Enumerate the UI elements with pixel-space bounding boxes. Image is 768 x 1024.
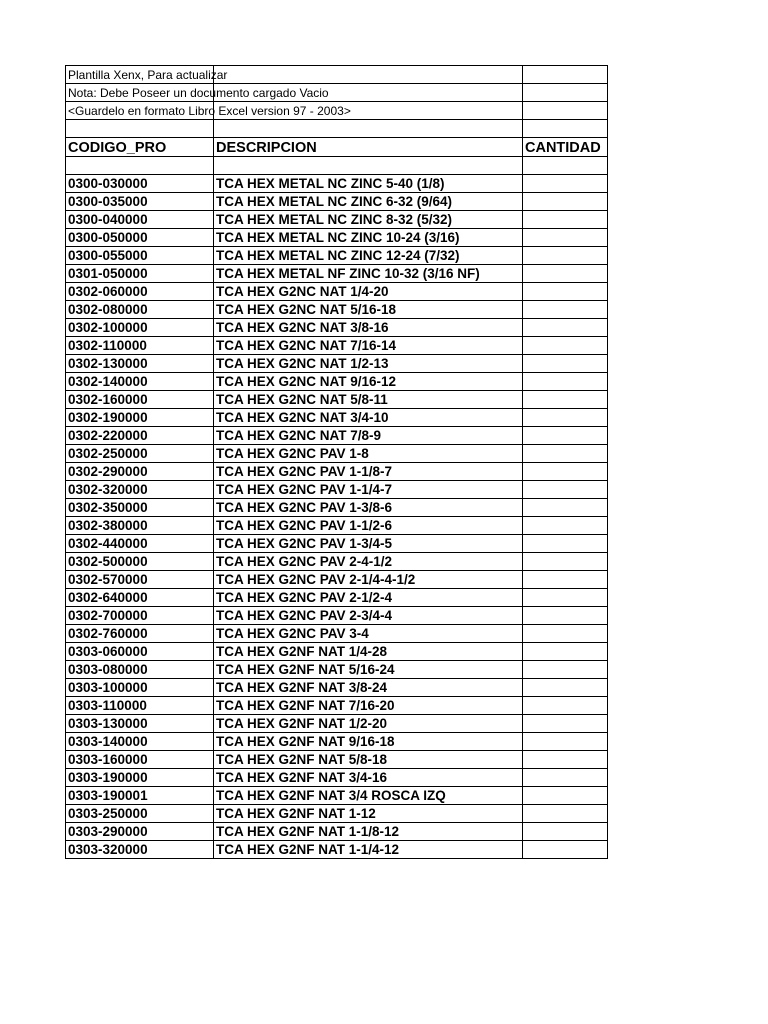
note-row bbox=[66, 84, 608, 102]
cell-descripcion[interactable]: TCA HEX G2NC NAT 1/2-13 bbox=[214, 355, 523, 373]
cell-descripcion[interactable]: TCA HEX G2NC NAT 7/8-9 bbox=[214, 427, 523, 445]
table-row bbox=[66, 697, 608, 715]
cell-codigo[interactable]: 0302-060000 bbox=[66, 283, 214, 301]
cell-cantidad[interactable] bbox=[523, 787, 608, 805]
cell-descripcion[interactable]: TCA HEX G2NC NAT 5/16-18 bbox=[214, 301, 523, 319]
cell-descripcion[interactable]: TCA HEX G2NC PAV 1-8 bbox=[214, 445, 523, 463]
cell-cantidad[interactable] bbox=[523, 391, 608, 409]
table-row bbox=[66, 283, 608, 301]
cell-codigo[interactable]: 0303-100000 bbox=[66, 679, 214, 697]
cell-cantidad[interactable] bbox=[523, 319, 608, 337]
empty-cell[interactable] bbox=[66, 157, 214, 175]
table-row bbox=[66, 265, 608, 283]
cell-cantidad[interactable] bbox=[523, 301, 608, 319]
cell-cantidad[interactable] bbox=[523, 715, 608, 733]
table-row bbox=[66, 337, 608, 355]
cell-cantidad[interactable] bbox=[523, 373, 608, 391]
cell-descripcion[interactable]: TCA HEX G2NF NAT 7/16-20 bbox=[214, 697, 523, 715]
cell-cantidad[interactable] bbox=[523, 769, 608, 787]
table-row bbox=[66, 679, 608, 697]
table-row bbox=[66, 229, 608, 247]
cell-codigo[interactable]: 0301-050000 bbox=[66, 265, 214, 283]
cell-codigo[interactable]: 0303-320000 bbox=[66, 841, 214, 859]
cell-cantidad[interactable] bbox=[523, 445, 608, 463]
cell-descripcion[interactable]: TCA HEX G2NF NAT 5/16-24 bbox=[214, 661, 523, 679]
note-cell[interactable] bbox=[66, 102, 351, 120]
cell-codigo[interactable]: 0303-110000 bbox=[66, 697, 214, 715]
cell-cantidad[interactable] bbox=[523, 643, 608, 661]
blank-row bbox=[66, 157, 608, 175]
cell-cantidad[interactable] bbox=[523, 823, 608, 841]
cell-cantidad[interactable] bbox=[523, 193, 608, 211]
cell-cantidad[interactable] bbox=[523, 283, 608, 301]
cell-descripcion[interactable]: TCA HEX G2NF NAT 3/4-16 bbox=[214, 769, 523, 787]
cell-codigo[interactable]: 0302-500000 bbox=[66, 553, 214, 571]
cell-codigo[interactable]: 0303-250000 bbox=[66, 805, 214, 823]
cell-codigo[interactable]: 0302-110000 bbox=[66, 337, 214, 355]
cell-descripcion[interactable]: TCA HEX G2NF NAT 3/8-24 bbox=[214, 679, 523, 697]
cell-cantidad[interactable] bbox=[523, 409, 608, 427]
table-row bbox=[66, 445, 608, 463]
cell-descripcion[interactable]: TCA HEX G2NC PAV 1-1/2-6 bbox=[214, 517, 523, 535]
table-row bbox=[66, 535, 608, 553]
note-cell[interactable] bbox=[66, 84, 329, 102]
cell-cantidad[interactable] bbox=[523, 751, 608, 769]
cell-codigo[interactable]: 0300-055000 bbox=[66, 247, 214, 265]
product-table bbox=[65, 65, 608, 859]
cell-codigo[interactable]: 0302-380000 bbox=[66, 517, 214, 535]
table-row bbox=[66, 751, 608, 769]
cell-codigo[interactable]: 0303-190000 bbox=[66, 769, 214, 787]
table-row bbox=[66, 247, 608, 265]
cell-cantidad[interactable] bbox=[523, 355, 608, 373]
cell-descripcion[interactable]: TCA HEX G2NF NAT 3/4 ROSCA IZQ bbox=[214, 787, 523, 805]
cell-cantidad[interactable] bbox=[523, 175, 608, 193]
table-row bbox=[66, 787, 608, 805]
table-row bbox=[66, 301, 608, 319]
table-row bbox=[66, 733, 608, 751]
table-row bbox=[66, 625, 608, 643]
cell-codigo[interactable]: 0300-035000 bbox=[66, 193, 214, 211]
cell-descripcion[interactable]: TCA HEX METAL NC ZINC 10-24 (3/16) bbox=[214, 229, 523, 247]
cell-descripcion[interactable]: TCA HEX G2NC PAV 2-1/2-4 bbox=[214, 589, 523, 607]
cell-cantidad[interactable] bbox=[523, 229, 608, 247]
cell-descripcion[interactable]: TCA HEX G2NC PAV 2-3/4-4 bbox=[214, 607, 523, 625]
empty-cell[interactable] bbox=[214, 120, 523, 138]
table-row bbox=[66, 499, 608, 517]
cell-cantidad[interactable] bbox=[523, 553, 608, 571]
empty-cell[interactable] bbox=[523, 84, 608, 102]
cell-cantidad[interactable] bbox=[523, 679, 608, 697]
cell-codigo[interactable]: 0303-290000 bbox=[66, 823, 214, 841]
table-row bbox=[66, 769, 608, 787]
cell-descripcion[interactable]: TCA HEX METAL NF ZINC 10-32 (3/16 NF) bbox=[214, 265, 523, 283]
cell-descripcion[interactable]: TCA HEX G2NC PAV 3-4 bbox=[214, 625, 523, 643]
cell-cantidad[interactable] bbox=[523, 697, 608, 715]
cell-descripcion[interactable]: TCA HEX G2NF NAT 1-1/4-12 bbox=[214, 841, 523, 859]
table-row bbox=[66, 607, 608, 625]
cell-codigo[interactable]: 0302-290000 bbox=[66, 463, 214, 481]
cell-codigo[interactable]: 0303-080000 bbox=[66, 661, 214, 679]
cell-cantidad[interactable] bbox=[523, 427, 608, 445]
cell-descripcion[interactable]: TCA HEX G2NC PAV 1-3/8-6 bbox=[214, 499, 523, 517]
cell-descripcion[interactable]: TCA HEX G2NC PAV 1-3/4-5 bbox=[214, 535, 523, 553]
cell-cantidad[interactable] bbox=[523, 571, 608, 589]
cell-codigo[interactable]: 0302-220000 bbox=[66, 427, 214, 445]
cell-descripcion[interactable]: TCA HEX G2NF NAT 5/8-18 bbox=[214, 751, 523, 769]
empty-cell[interactable] bbox=[523, 66, 608, 84]
cell-cantidad[interactable] bbox=[523, 517, 608, 535]
cell-cantidad[interactable] bbox=[523, 841, 608, 859]
table-row bbox=[66, 391, 608, 409]
cell-descripcion[interactable]: TCA HEX G2NC NAT 5/8-11 bbox=[214, 391, 523, 409]
table-row bbox=[66, 211, 608, 229]
cell-descripcion[interactable]: TCA HEX METAL NC ZINC 6-32 (9/64) bbox=[214, 193, 523, 211]
table-row bbox=[66, 715, 608, 733]
note-requirement: Nota: Debe Poseer un documento cargado Vacio bbox=[68, 86, 329, 100]
table-row bbox=[66, 175, 608, 193]
cell-descripcion[interactable]: TCA HEX G2NC NAT 9/16-12 bbox=[214, 373, 523, 391]
note-row bbox=[66, 102, 608, 120]
cell-codigo[interactable]: 0303-140000 bbox=[66, 733, 214, 751]
cell-cantidad[interactable] bbox=[523, 247, 608, 265]
cell-codigo[interactable]: 0302-080000 bbox=[66, 301, 214, 319]
cell-codigo[interactable]: 0302-160000 bbox=[66, 391, 214, 409]
cell-codigo[interactable]: 0302-130000 bbox=[66, 355, 214, 373]
table-row bbox=[66, 661, 608, 679]
column-header-descripcion[interactable]: DESCRIPCION bbox=[214, 138, 523, 157]
table-row bbox=[66, 355, 608, 373]
note-row bbox=[66, 66, 608, 84]
column-header-codigo[interactable]: CODIGO_PRO bbox=[66, 138, 214, 157]
table-row bbox=[66, 427, 608, 445]
header-row bbox=[66, 138, 608, 157]
cell-cantidad[interactable] bbox=[523, 265, 608, 283]
table-row bbox=[66, 373, 608, 391]
cell-cantidad[interactable] bbox=[523, 625, 608, 643]
cell-cantidad[interactable] bbox=[523, 661, 608, 679]
cell-cantidad[interactable] bbox=[523, 733, 608, 751]
empty-cell[interactable] bbox=[214, 157, 523, 175]
cell-codigo[interactable]: 0303-130000 bbox=[66, 715, 214, 733]
cell-codigo[interactable]: 0300-030000 bbox=[66, 175, 214, 193]
cell-codigo[interactable]: 0300-040000 bbox=[66, 211, 214, 229]
cell-descripcion[interactable]: TCA HEX G2NC NAT 3/8-16 bbox=[214, 319, 523, 337]
cell-descripcion[interactable]: TCA HEX G2NC NAT 3/4-10 bbox=[214, 409, 523, 427]
table-row bbox=[66, 841, 608, 859]
cell-descripcion[interactable]: TCA HEX G2NC NAT 1/4-20 bbox=[214, 283, 523, 301]
product-table-body bbox=[66, 66, 608, 859]
blank-row bbox=[66, 120, 608, 138]
table-row bbox=[66, 571, 608, 589]
cell-codigo[interactable]: 0303-160000 bbox=[66, 751, 214, 769]
empty-cell[interactable] bbox=[523, 157, 608, 175]
note-cell[interactable] bbox=[66, 66, 228, 84]
cell-codigo[interactable]: 0302-440000 bbox=[66, 535, 214, 553]
cell-descripcion[interactable]: TCA HEX G2NC PAV 1-1/8-7 bbox=[214, 463, 523, 481]
cell-descripcion[interactable]: TCA HEX METAL NC ZINC 12-24 (7/32) bbox=[214, 247, 523, 265]
cell-descripcion[interactable]: TCA HEX G2NC PAV 2-4-1/2 bbox=[214, 553, 523, 571]
table-row bbox=[66, 589, 608, 607]
table-row bbox=[66, 517, 608, 535]
cell-codigo[interactable]: 0302-640000 bbox=[66, 589, 214, 607]
note-format: <Guardelo en formato Libro Excel version 97 - 2003> bbox=[68, 104, 351, 118]
cell-cantidad[interactable] bbox=[523, 481, 608, 499]
spreadsheet-page bbox=[65, 65, 607, 859]
cell-codigo[interactable]: 0302-760000 bbox=[66, 625, 214, 643]
table-row bbox=[66, 409, 608, 427]
table-row bbox=[66, 643, 608, 661]
cell-cantidad[interactable] bbox=[523, 805, 608, 823]
empty-cell[interactable] bbox=[523, 120, 608, 138]
cell-descripcion[interactable]: TCA HEX G2NC PAV 1-1/4-7 bbox=[214, 481, 523, 499]
cell-codigo[interactable]: 0302-140000 bbox=[66, 373, 214, 391]
note-title: Plantilla Xenx, Para actualizar bbox=[68, 68, 228, 82]
cell-codigo[interactable]: 0302-320000 bbox=[66, 481, 214, 499]
cell-descripcion[interactable]: TCA HEX METAL NC ZINC 8-32 (5/32) bbox=[214, 211, 523, 229]
cell-codigo[interactable]: 0302-570000 bbox=[66, 571, 214, 589]
cell-cantidad[interactable] bbox=[523, 211, 608, 229]
cell-codigo[interactable]: 0302-100000 bbox=[66, 319, 214, 337]
cell-cantidad[interactable] bbox=[523, 337, 608, 355]
cell-codigo[interactable]: 0302-700000 bbox=[66, 607, 214, 625]
table-row bbox=[66, 823, 608, 841]
table-row bbox=[66, 463, 608, 481]
cell-descripcion[interactable]: TCA HEX METAL NC ZINC 5-40 (1/8) bbox=[214, 175, 523, 193]
cell-cantidad[interactable] bbox=[523, 463, 608, 481]
cell-cantidad[interactable] bbox=[523, 589, 608, 607]
cell-descripcion[interactable]: TCA HEX G2NF NAT 9/16-18 bbox=[214, 733, 523, 751]
cell-codigo[interactable]: 0300-050000 bbox=[66, 229, 214, 247]
cell-codigo[interactable]: 0302-250000 bbox=[66, 445, 214, 463]
table-row bbox=[66, 553, 608, 571]
cell-codigo[interactable]: 0303-060000 bbox=[66, 643, 214, 661]
table-row bbox=[66, 805, 608, 823]
empty-cell[interactable] bbox=[214, 66, 523, 84]
cell-codigo[interactable]: 0303-190001 bbox=[66, 787, 214, 805]
table-row bbox=[66, 193, 608, 211]
cell-cantidad[interactable] bbox=[523, 535, 608, 553]
cell-cantidad[interactable] bbox=[523, 607, 608, 625]
cell-codigo[interactable]: 0302-190000 bbox=[66, 409, 214, 427]
cell-descripcion[interactable]: TCA HEX G2NF NAT 1-1/8-12 bbox=[214, 823, 523, 841]
empty-cell[interactable] bbox=[66, 120, 214, 138]
table-row bbox=[66, 481, 608, 499]
cell-descripcion[interactable]: TCA HEX G2NC PAV 2-1/4-4-1/2 bbox=[214, 571, 523, 589]
cell-cantidad[interactable] bbox=[523, 499, 608, 517]
cell-descripcion[interactable]: TCA HEX G2NF NAT 1/4-28 bbox=[214, 643, 523, 661]
empty-cell[interactable] bbox=[523, 102, 608, 120]
cell-codigo[interactable]: 0302-350000 bbox=[66, 499, 214, 517]
cell-descripcion[interactable]: TCA HEX G2NF NAT 1/2-20 bbox=[214, 715, 523, 733]
table-row bbox=[66, 319, 608, 337]
cell-descripcion[interactable]: TCA HEX G2NF NAT 1-12 bbox=[214, 805, 523, 823]
column-header-cantidad[interactable]: CANTIDAD bbox=[523, 138, 608, 157]
cell-descripcion[interactable]: TCA HEX G2NC NAT 7/16-14 bbox=[214, 337, 523, 355]
